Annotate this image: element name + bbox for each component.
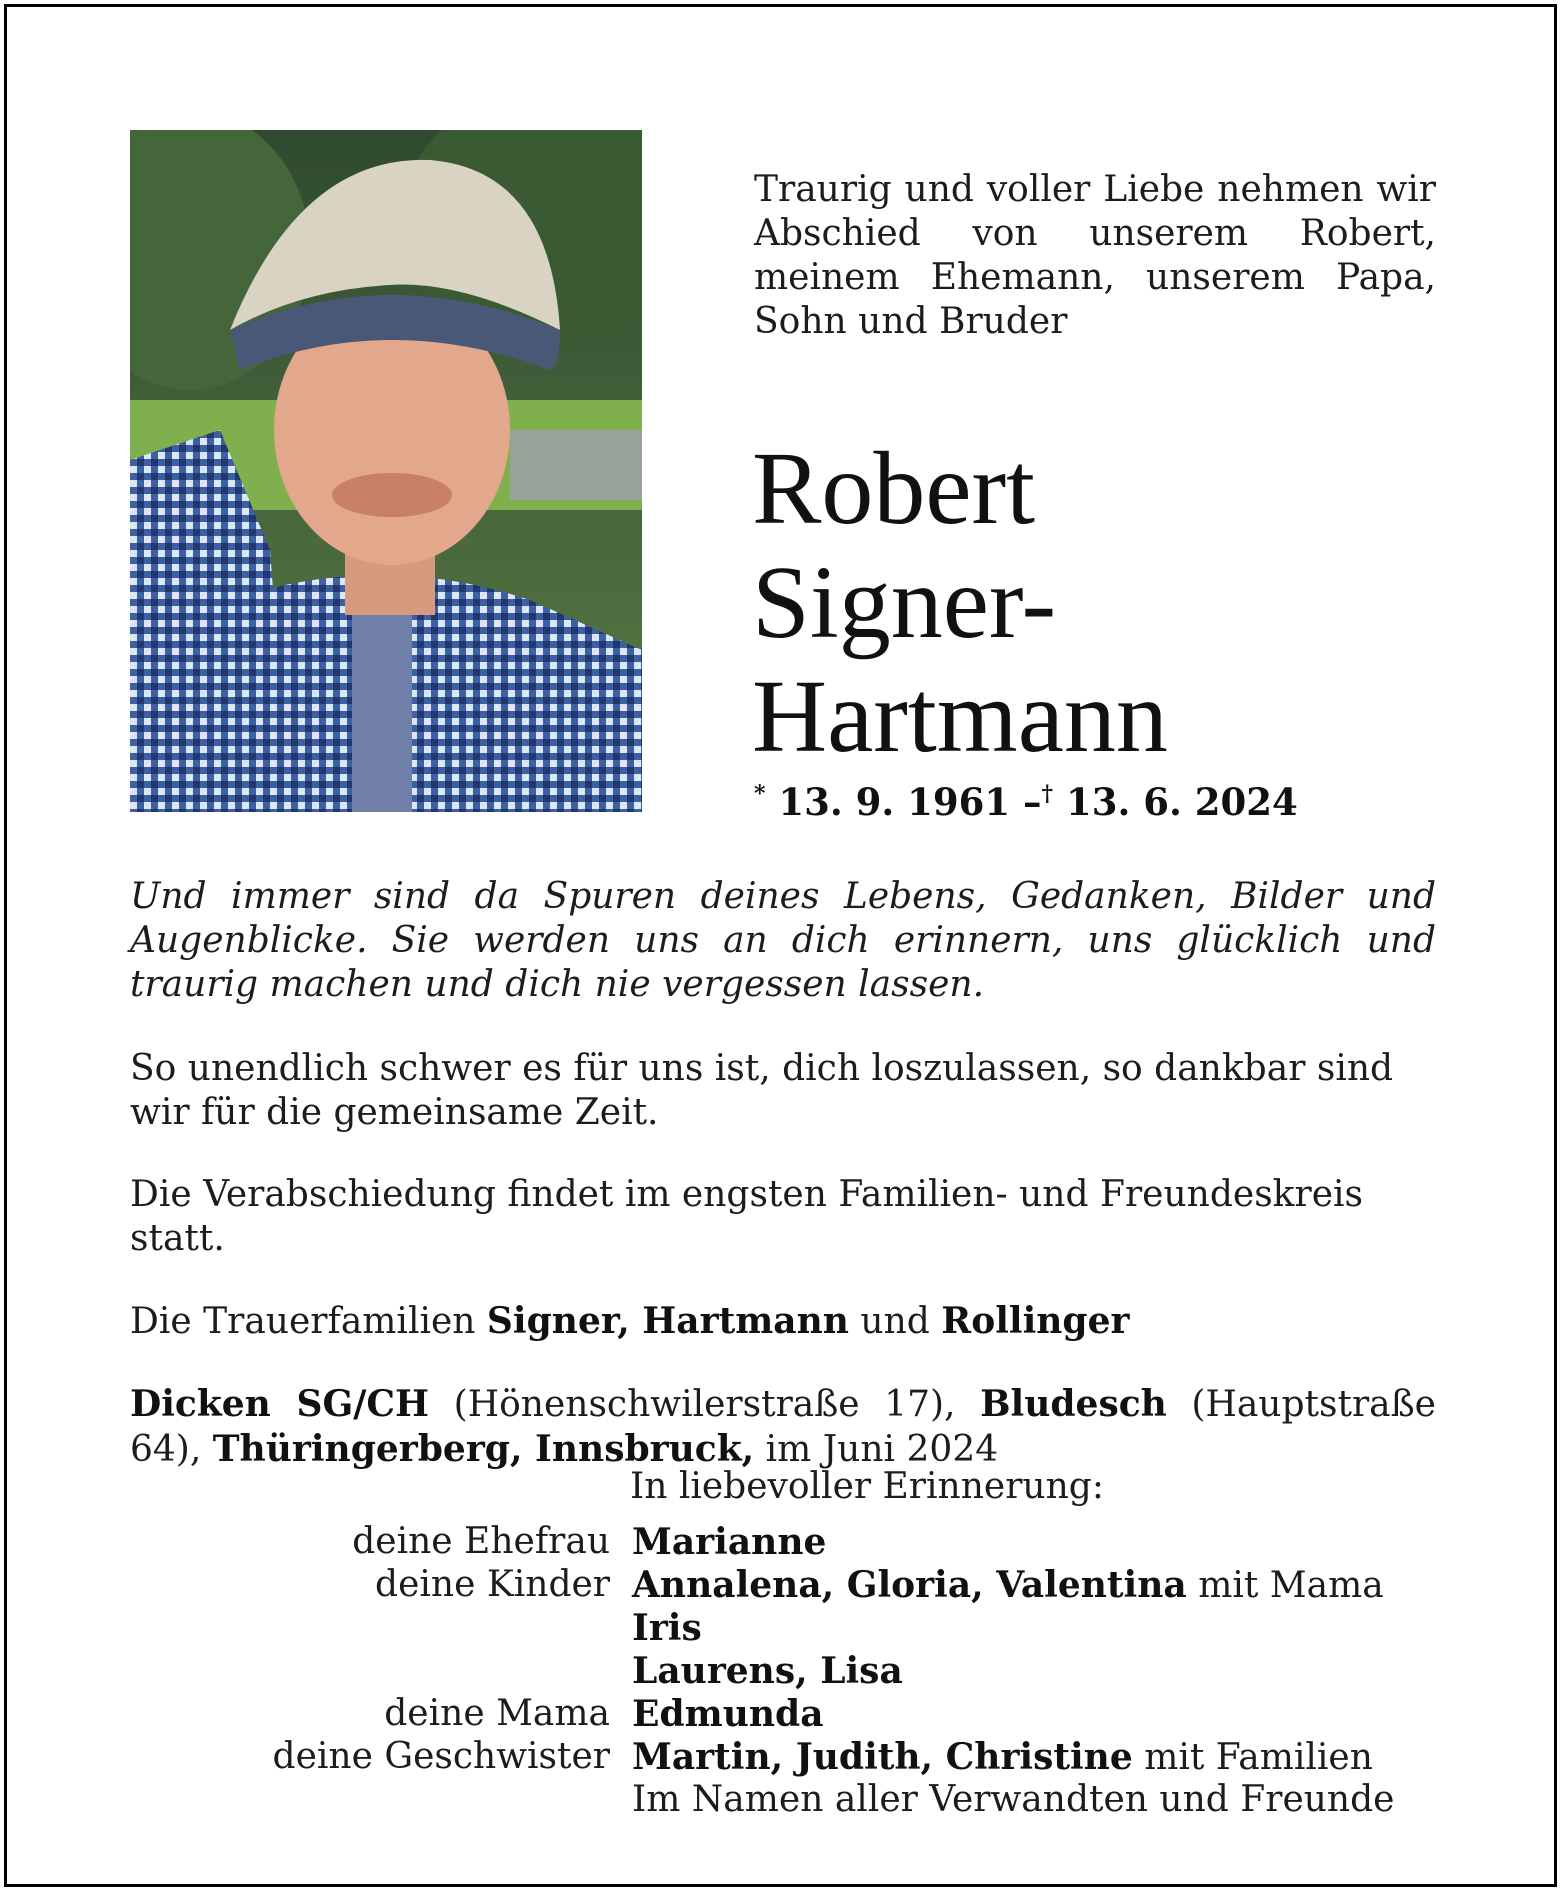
relative-row-children-2 bbox=[130, 1650, 1436, 1693]
memorial-quote: Und immer sind da Spuren deines Lebens, Gedanken, Bilder und Augenblicke. Sie werden uns an dich erinnern, uns glücklich und traurig machen und dich nie vergessen lassen. bbox=[130, 876, 1436, 1005]
relative-names: Annalena, Gloria, Valentina bbox=[632, 1564, 1187, 1606]
birth-symbol: * bbox=[754, 781, 766, 807]
relative-row-mother bbox=[130, 1693, 1436, 1736]
relative-names: Laurens, Lisa bbox=[632, 1650, 903, 1692]
relative-row-children bbox=[130, 1564, 1436, 1650]
relative-connector: mit Mama bbox=[1198, 1565, 1384, 1606]
relative-row-closing bbox=[130, 1779, 1436, 1821]
deceased-name bbox=[752, 432, 1452, 774]
date-separator: – bbox=[1023, 780, 1042, 824]
place-2: Bludesch bbox=[980, 1383, 1167, 1425]
memory-heading: In liebevoller Erinnerung: bbox=[630, 1466, 1104, 1507]
paragraph-gratitude: So unendlich schwer es für uns ist, dich loszulassen, so dankbar sind wir für die gemeinsame Zeit. bbox=[130, 1048, 1394, 1133]
intro-text: Traurig und voller Liebe nehmen wir Abschied von unserem Robert, meinem Ehemann, unserem Papa, Sohn und Bruder bbox=[754, 169, 1436, 342]
death-symbol: † bbox=[1041, 781, 1054, 807]
closing-line: Im Namen aller Verwandten und Freunde bbox=[632, 1779, 1395, 1820]
paragraph-farewell: Die Verabschiedung findet im engsten Familien- und Freundeskreis statt. bbox=[130, 1174, 1363, 1259]
portrait-photo bbox=[130, 130, 642, 812]
families-prefix: Die Trauerfamilien bbox=[130, 1301, 476, 1342]
name-line-2: Signer- bbox=[752, 545, 1057, 660]
relatives-list bbox=[130, 1521, 1436, 1821]
life-dates bbox=[754, 780, 1298, 824]
relative-row-wife bbox=[130, 1521, 1436, 1564]
death-date: 13. 6. 2024 bbox=[1065, 780, 1298, 824]
birth-date: 13. 9. 1961 bbox=[778, 780, 1011, 824]
relative-label: deine Kinder bbox=[375, 1564, 610, 1605]
relative-names: Iris bbox=[632, 1607, 702, 1649]
name-line-3: Hartmann bbox=[752, 659, 1168, 774]
family-names-2: Rollinger bbox=[941, 1300, 1130, 1342]
place-1: Dicken SG/CH bbox=[130, 1383, 430, 1425]
address-1: (Hönenschwilerstraße 17), bbox=[453, 1384, 956, 1425]
relative-names: Edmunda bbox=[632, 1693, 824, 1735]
name-line-1: Robert bbox=[752, 431, 1036, 546]
relative-names: Martin, Judith, Christine bbox=[632, 1736, 1133, 1778]
family-names-1: Signer, Hartmann bbox=[486, 1300, 849, 1342]
place-date: im Juni 2024 bbox=[765, 1429, 999, 1470]
relative-row-siblings bbox=[130, 1736, 1436, 1779]
relative-label: deine Mama bbox=[384, 1693, 610, 1734]
relative-names: Marianne bbox=[632, 1521, 827, 1563]
relative-label: deine Geschwister bbox=[272, 1736, 610, 1777]
places-line bbox=[130, 1382, 1436, 1472]
place-3: Thüringerberg, Innsbruck, bbox=[212, 1428, 755, 1470]
relative-suffix: mit Familien bbox=[1144, 1737, 1373, 1778]
address-2: (Hauptstraße 64), bbox=[130, 1384, 1436, 1470]
relative-label: deine Ehefrau bbox=[352, 1521, 610, 1562]
main-content bbox=[130, 875, 1436, 1472]
mourning-families bbox=[130, 1299, 1436, 1344]
families-and: und bbox=[860, 1301, 930, 1342]
